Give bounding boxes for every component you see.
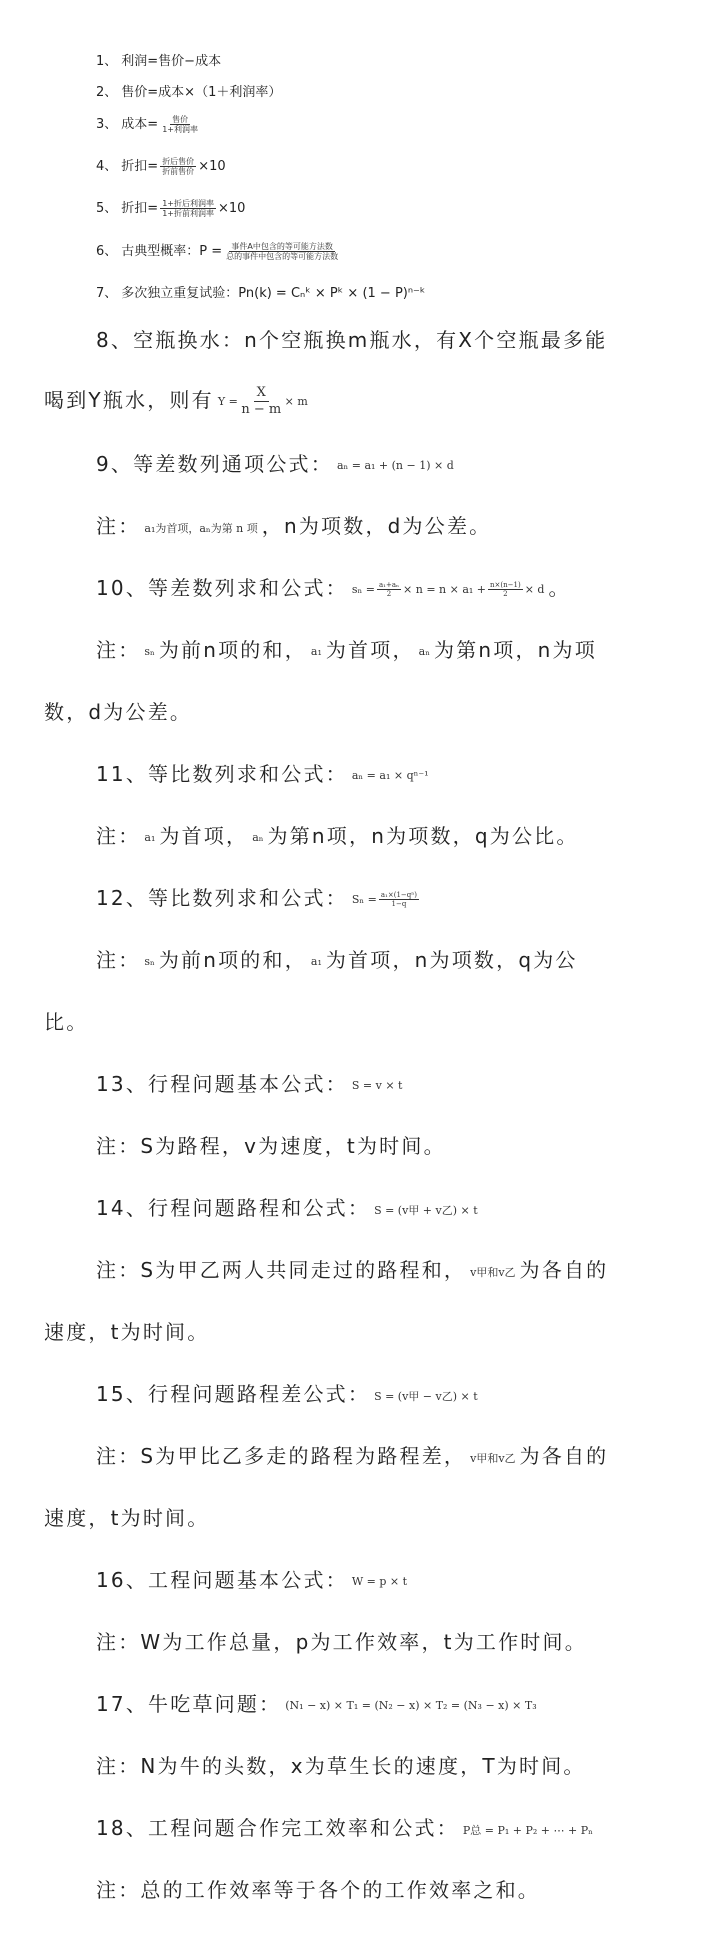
item-12: 12、等比数列求和公式： Sₙ = $\frac{\text{a₁×(1−qⁿ)}}{1-q}$ [96,882,425,911]
formula: Y = $\frac{X}{n - m}$ × m [217,385,308,417]
item-17: 17、牛吃草问题： (N₁ − x) × T₁ = (N₂ − x) × T₂ = (N₃ − x) × T₃ [96,1692,537,1716]
note-12-cont: 比。 [44,1010,89,1034]
formula: sₙ = $\frac{\text{a₁+aₙ}}{2}$ × n = n × a₁ + $\frac{n\times(n-1)}{2}$ × d [351,581,545,598]
note-18: 注：总的工作效率等于各个的工作效率之和。 [96,1878,540,1902]
note-14: 注：S为甲乙两人共同走过的路程和， v甲和v乙 为各自的 [96,1258,609,1282]
formula-2: 2、 售价=成本×（1＋利润率） [96,85,282,100]
fraction: 事件A中包含的等可能方法数 总的事件中包含的等可能方法数 [226,242,339,261]
formula-1: 1、 利润=售价−成本 [96,54,222,69]
formula-6: 6、 古典型概率：P = 事件A中包含的等可能方法数 总的事件中包含的等可能方法数 [96,242,339,261]
note-11: 注： a₁ 为首项， aₙ 为第n项，n为项数，q为公比。 [96,824,579,848]
item-15: 15、行程问题路程差公式： S = (v甲 − v乙) × t [96,1382,478,1406]
note-13: 注：S为路程，v为速度，t为时间。 [96,1134,446,1158]
note-14-cont: 速度，t为时间。 [44,1320,210,1344]
item-16: 16、工程问题基本公式： W = p × t [96,1568,408,1592]
fraction: 售价 1+利润率 [162,115,198,134]
item-11: 11、等比数列求和公式： aₙ = a₁ × qⁿ⁻¹ [96,762,429,786]
item-8-cont: 喝到Y瓶水，则有 Y = $\frac{X}{n - m}$ × m [44,385,308,417]
formula-3: 3、 成本= 售价 1+利润率 [96,115,198,134]
note-17: 注：N为牛的头数，x为草生长的速度，T为时间。 [96,1754,586,1778]
item-18: 18、工程问题合作完工效率和公式： P总 = P₁ + P₂ + ⋯ + Pₙ [96,1816,593,1840]
formula-4: 4、 折扣= 折后售价 折前售价 ×10 [96,157,226,176]
note-15: 注：S为甲比乙多走的路程为路程差， v甲和v乙 为各自的 [96,1444,609,1468]
item-14: 14、行程问题路程和公式： S = (v甲 + v乙) × t [96,1196,478,1220]
fraction: $\frac{\text{a₁×(1−qⁿ)}}{1-q}$ [380,891,418,908]
fraction: $\frac{\text{a₁+aₙ}}{2}$ [378,581,400,598]
formula-7: 7、 多次独立重复试验：Pn(k) = Cₙᵏ × Pᵏ × (1 − P)ⁿ⁻ᵏ [96,286,426,301]
item-9: 9、等差数列通项公式： aₙ = a₁ + (n − 1) × d [96,452,454,476]
fraction: $\frac{n\times(n-1)}{2}$ [490,581,521,598]
note-10: 注： sₙ 为前n项的和， a₁ 为首项， aₙ 为第n项，n为项 [96,638,597,662]
item-8: 8、空瓶换水：n个空瓶换m瓶水，有X个空瓶最多能 [96,328,608,352]
note-12: 注： sₙ 为前n项的和， a₁ 为首项，n为项数，q为公 [96,948,578,972]
formula: Sₙ = $\frac{\text{a₁×(1−qⁿ)}}{1-q}$ [351,891,418,908]
note-15-cont: 速度，t为时间。 [44,1506,210,1530]
item-10: 10、等差数列求和公式： sₙ = $\frac{\text{a₁+aₙ}}{2}$ × n = n × a₁ + $\frac{n\times(n-1)}{2}$ × d 。 [96,576,571,600]
item-13: 13、行程问题基本公式： S = v × t [96,1072,403,1096]
note-16: 注：W为工作总量，p为工作效率，t为工作时间。 [96,1630,587,1654]
note-9: 注： a₁为首项，aₙ为第 n 项 ，n为项数，d为公差。 [96,514,492,538]
fraction: $\frac{X}{n - m}$ [241,385,282,417]
fraction: 折后售价 折前售价 [162,157,195,176]
formula-5: 5、 折扣= 1+折后利润率 1+折前利润率 ×10 [96,199,246,218]
fraction: 1+折后利润率 1+折前利润率 [162,199,214,218]
note-10-cont: 数，d为公差。 [44,700,193,724]
